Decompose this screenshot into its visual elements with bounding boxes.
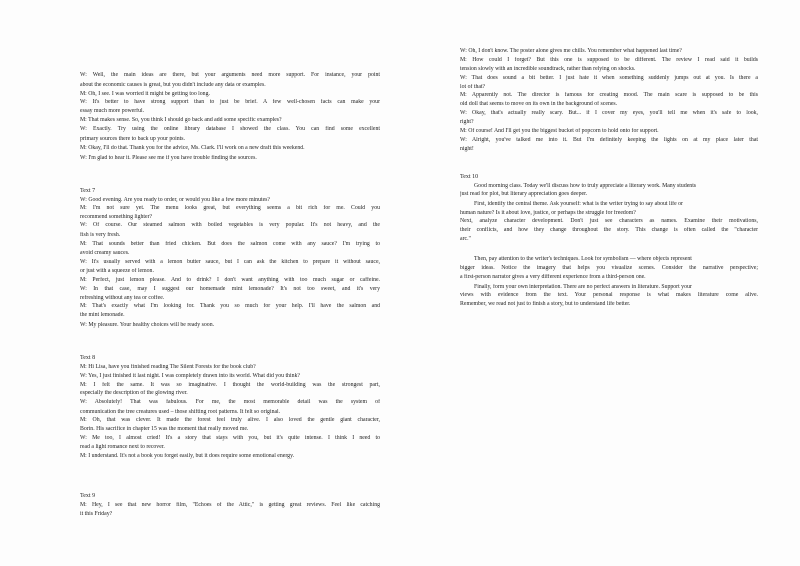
text-line: it this Friday? <box>80 511 113 517</box>
section-heading: Text 7 <box>80 188 96 194</box>
text-line: Remember, we read not just to finish a story, but to understand life better. <box>460 301 631 307</box>
text-line: bigger ideas. Notice the imagery that helps you visualize scenes. Consider the narrative perspective; <box>460 265 758 271</box>
text-line: M: Okay, I'll do that. Thank you for the advice, Ms. Clark. I'll work on a new draft this weekend. <box>80 145 305 151</box>
text-line: W: Absolutely! That was fabulous. For me, the most memorable detail was the system of <box>80 399 380 405</box>
text-line: or just with a squeeze of lemon. <box>80 268 154 274</box>
text-line: W: Alright, you've talked me into it. But I'm definitely keeping the lights on at my place later that <box>460 137 758 143</box>
text-line: tension slowly with an incredible soundtrack, rather than relying on shocks. <box>460 66 636 72</box>
text-line: W: Oh, I don't know. The poster alone gives me chills. You remember what happened last time? <box>460 48 682 54</box>
text-line: M: I understand. It's not a book you forget easily, but it does require some emotional energy. <box>80 453 295 459</box>
text-line: W: In that case, may I suggest our homemade mint lemonade? It's not too sweet, and it's very <box>80 286 380 292</box>
text-line: W: That does sound a bit better. I just hate it when something suddenly jumps out at you. Is there a <box>460 75 758 81</box>
text-line: refreshing without any tea or coffee. <box>80 295 165 301</box>
text-line: human nature? Is it about love, justice, or perhaps the struggle for freedom? <box>460 210 636 216</box>
text-line: essay much more powerful. <box>80 108 145 114</box>
text-line: M: Oh, I see. I was worried it might be getting too long. <box>80 91 210 97</box>
text-line: M: Hi Lisa, have you finished reading The Silent Forests for the book club? <box>80 364 256 370</box>
text-line: their conflicts, and how they change throughout the story. This change is often called the "character <box>460 227 758 233</box>
text-line: W: Yes, I just finished it last night. I was completely drawn into its world. What did you think? <box>80 373 300 379</box>
text-line: avoid creamy sauces. <box>80 250 130 256</box>
text-line: especially the description of the glowing river. <box>80 390 188 396</box>
section-heading: Text 10 <box>460 174 479 180</box>
section-heading: Text 9 <box>80 493 96 499</box>
text-line: primary sources there to back up your points. <box>80 136 185 142</box>
text-line: M: That's exactly what I'm looking for. Thank you so much for your help. I'll have the salmon and <box>80 303 380 309</box>
text-line: M: Apparently not. The director is famous for creating mood. The main scare is supposed to be this <box>460 92 758 98</box>
text-line: W: Good evening. Are you ready to order, or would you like a few more minutes? <box>80 197 270 203</box>
text-line: W: Well, the main ideas are there, but your arguments need more support. For instance, your point <box>80 72 380 78</box>
text-line: M: I felt the same. It was so imaginative. I thought the world-building was the strongest part, <box>80 382 380 388</box>
text-line: M: How could I forget? But this one is supposed to be different. The review I read said it builds <box>460 57 758 63</box>
text-line: old doll that seems to move on its own in the background of scenes. <box>460 101 618 107</box>
text-line: M: That makes sense. So, you think I should go back and add some specific examples? <box>80 117 282 123</box>
text-line: right? <box>460 119 474 125</box>
text-line: W: Me too, I almost cried! It's a story that stays with you, but it's quite intense. I think I need to <box>80 435 380 441</box>
text-line: W: It's better to have strong support than to just be brief. A few well-chosen facts can make your <box>80 99 380 105</box>
text-line: read a light romance next to recover. <box>80 444 165 450</box>
text-line: M: That sounds better than fried chicken. But does the salmon come with any sauce? I'm trying to <box>80 241 380 247</box>
text-line: fish is very fresh. <box>80 232 121 238</box>
text-line: M: Of course! And I'll get you the biggest bucket of popcorn to hold onto for support. <box>460 128 659 134</box>
text-line: about the economic causes is great, but you didn't include any data or examples. <box>80 82 266 88</box>
text-line: M: Perfect, just lemon please. And to drink? I don't want anything with too much sugar or caffeine. <box>80 277 380 283</box>
text-line: Good morning class. Today we'll discuss how to truly appreciate a literary work. Many students <box>474 183 697 189</box>
text-line: lot of that? <box>460 84 486 90</box>
text-line: W: Exactly. Try using the online library database I showed the class. You can find some excellent <box>80 126 380 132</box>
text-line: recommend something lighter? <box>80 214 153 220</box>
text-line: W: Okay, that's actually really scary. But... if I cover my eyes, you'll tell me when it's safe to look, <box>460 110 758 116</box>
text-line: Finally, form your own interpretation. There are no perfect answers in literature. Support your <box>474 284 692 290</box>
text-line: M: Hey, I see that new horror film, "Echoes of the Attic," is getting great reviews. Feel like catching <box>80 502 380 508</box>
text-line: W: I'm glad to hear it. Please see me if you have trouble finding the sources. <box>80 155 257 161</box>
section-heading: Text 8 <box>80 355 96 361</box>
text-line: night! <box>460 146 474 152</box>
text-line: Borin. His sacrifice in chapter 15 was the moment that really moved me. <box>80 426 249 432</box>
text-line: M: I'm not sure yet. The menu looks great, but everything seems a bit rich for me. Could you <box>80 205 380 211</box>
text-line: W: It's usually served with a lemon butter sauce, but I can ask the kitchen to prepare it without sauce, <box>80 259 380 265</box>
text-line: arc." <box>460 236 471 242</box>
text-line: the mint lemonade. <box>80 312 125 318</box>
text-line: just read for plot, but literary appreciation goes deeper. <box>460 191 588 197</box>
text-line: Next, analyze character development. Don't just see characters as names. Examine their motivations, <box>460 218 758 224</box>
text-line: views with evidence from the text. Your personal response is what makes literature come alive. <box>460 292 758 298</box>
text-line: First, identify the central theme. Ask yourself: what is the writer trying to say about life or <box>474 201 683 207</box>
text-line: communication the tree creatures used – those shifting root patterns. It felt so original. <box>80 409 281 415</box>
text-line: Then, pay attention to the writer's techniques. Look for symbolism — where objects represent <box>474 256 692 262</box>
text-line: a first-person narrator gives a very different experience from a third-person one. <box>460 274 646 280</box>
text-line: W: Of course. Our steamed salmon with boiled vegetables is very popular. It's not heavy, and the <box>80 222 380 228</box>
text-line: W: My pleasure. Your healthy choices will be ready soon. <box>80 322 215 328</box>
text-line: M: Oh, that was clever. It made the forest feel truly alive. I also loved the gentle giant character, <box>80 417 380 423</box>
